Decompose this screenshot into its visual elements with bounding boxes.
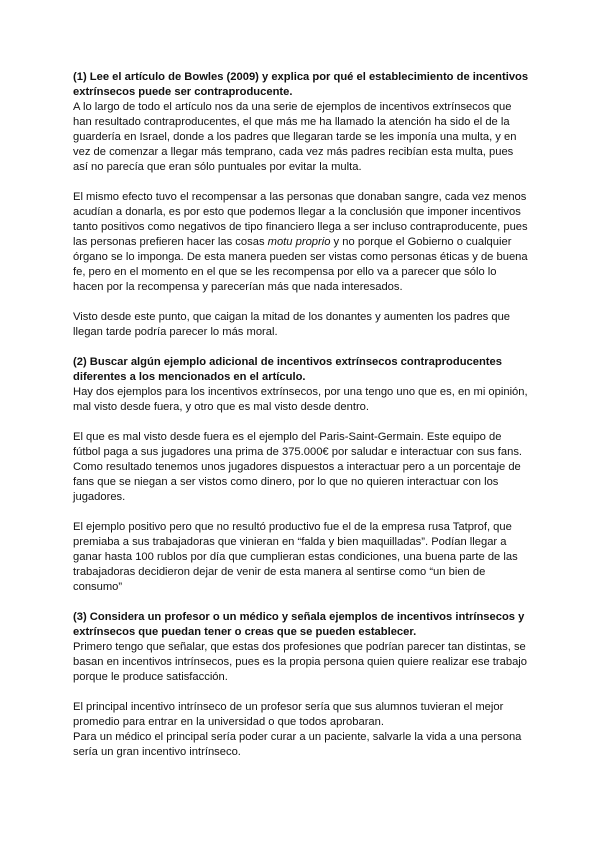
question-2-heading: (2) Buscar algún ejemplo adicional de incentivos extrínsecos contraproducentes diferentes a los mencionados en el artículo.: [73, 356, 502, 383]
italic-phrase: motu proprio: [267, 236, 331, 248]
answer-paragraph: A lo largo de todo el artículo nos da una serie de ejemplos de incentivos extrínsecos que han resultado contraproducentes, el que más me ha llamado la atención ha sido el de la guardería en Israel, donde a los padres que llegaran tarde se les imponía una multa, y en vez de comenzar a llegar más temprano, cada vez más padres recibían esta multa, pues así no parecía que eran sólo puntuales por evitar la multa.: [73, 101, 517, 173]
answer-paragraph: Hay dos ejemplos para los incentivos extrínsecos, por una tengo uno que es, en mi opinión, mal visto desde fuera, y otro que es mal visto desde dentro.: [73, 386, 528, 413]
section-2: [73, 355, 530, 595]
answer-paragraph: Primero tengo que señalar, que estas dos profesiones que podrían parecer tan distintas, se basan en incentivos intrínsecos, pues es la propia persona quien quiere realizar ese trabajo porque le produce satisfacción.: [73, 641, 527, 683]
section-1: [73, 70, 530, 340]
section-3: [73, 610, 530, 760]
answer-paragraph: [73, 190, 530, 295]
text-run: y no porque el Gobierno o cualquier órgano se lo imponga. De esta manera pueden ser vistas como personas éticas y de buena fe, pero en el momento en el que se les recompensa por ello va a parecer que sólo lo hacen por la recompensa y parecerían más que nada interesados.: [73, 236, 528, 293]
answer-paragraph: Para un médico el principal sería poder curar a un paciente, salvarle la vida a una persona sería un gran incentivo intrínseco.: [73, 731, 522, 758]
answer-paragraph: El ejemplo positivo pero que no resultó productivo fue el de la empresa rusa Tatprof, que premiaba a sus trabajadoras que vinieran en “falda y bien maquilladas”. Podían llegar a ganar hasta 100 rublos por día que cumplieran estas condiciones, una buena parte de las trabajadoras decidieron dejar de venir de esta manera al sentirse como “un bien de consumo”: [73, 521, 518, 593]
question-1-heading: (1) Lee el artículo de Bowles (2009) y explica por qué el establecimiento de incentivos extrínsecos puede ser contraproducente.: [73, 71, 529, 98]
text-run: El mismo efecto tuvo el recompensar a las personas que donaban sangre, cada vez menos acudían a donarla, es por esto que podemos llegar a la conclusión que imponer incentivos tanto positivos como negativos de tipo financiero llega a ser incluso contraproducente, pues las personas prefieren hacer las cosas: [73, 191, 528, 248]
answer-paragraph: Visto desde este punto, que caigan la mitad de los donantes y aumenten los padres que llegan tarde podría parecer lo más moral.: [73, 311, 511, 338]
answer-paragraph: El principal incentivo intrínseco de un profesor sería que sus alumnos tuvieran el mejor promedio para entrar en la universidad o que todos aprobaran.: [73, 701, 504, 728]
question-3-heading: (3) Considera un profesor o un médico y señala ejemplos de incentivos intrínsecos y extrínsecos que puedan tener o creas que se pueden establecer.: [73, 611, 525, 638]
answer-paragraph: El que es mal visto desde fuera es el ejemplo del Paris-Saint-Germain. Este equipo de fútbol paga a sus jugadores una prima de 375.000€ por saludar e interactuar con sus fans. Como resultado tenemos unos jugadores dispuestos a interactuar pero a un porcentaje de fans que se niegan a ser vistos como dinero, por lo que no quieren interactuar con los jugadores.: [73, 431, 523, 503]
